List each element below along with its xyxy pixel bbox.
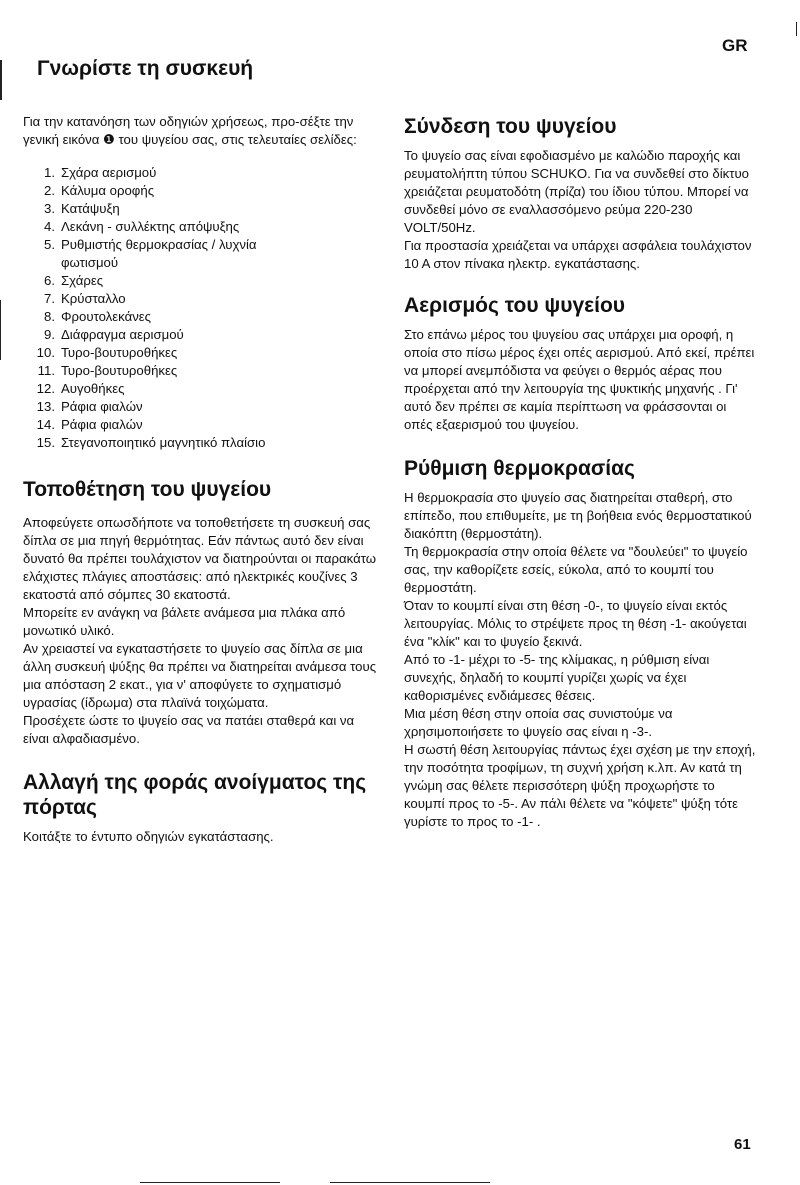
section-heading-temperature: Ρύθμιση θερμοκρασίας: [404, 457, 635, 480]
temperature-paragraph: Η σωστή θέση λειτουργίας πάντως έχει σχέση με την εποχή, την ποσότητα τροφίμων, τη συχνή χρήση κ.λπ. Αν κατά τη γνώμη σας θέλετε περισσότερη ψύξη προχωρήστε το κουμπί προς το -5-. Αν πάλι θέλετε να "κόψετε" ψύξη τότε γυρίστε το προς το -1- .: [404, 742, 756, 829]
list-item: 5. Ρυθμιστής θερμοκρασίας / λυχνία φωτισμού: [44, 237, 257, 270]
right-column: [404, 114, 756, 831]
language-label: GR: [722, 36, 748, 55]
list-item: 10. Τυρο-βουτυροθήκες: [36, 345, 178, 360]
list-item: 12. Αυγοθήκες: [36, 381, 125, 396]
intro-paragraph: Για την κατανόηση των οδηγιών χρήσεως, προ-σέξτε την γενική εικόνα ❶ του ψυγείου σας, στις τελευταίες σελίδες:: [23, 114, 357, 147]
placement-paragraph: Μπορείτε εν ανάγκη να βάλετε ανάμεσα μια πλάκα από μονωτικό υλικό.: [23, 605, 346, 638]
temperature-paragraph: Η θερμοκρασία στο ψυγείο σας διατηρείται σταθερή, στο επίπεδο, που επιθυμείτε, με τη βοήθεια ενός θερμοστατικού διακόπτη (θερμοστάτη).: [404, 490, 752, 541]
bottom-mark: [140, 1182, 280, 1183]
page-number: 61: [734, 1136, 751, 1153]
connection-paragraph: Το ψυγείο σας είναι εφοδιασμένο με καλώδιο παροχής και ρευματολήπτη τύπου SCHUKO. Για να συνδεθεί στο δίκτυο χρειάζεται ρευματοδότη (πρίζα) του ίδιου τύπου. Μπορεί να συνδεθεί μόνο σε εναλλασσόμενο ρεύμα 220-230 VOLT/50Hz.: [404, 148, 749, 235]
section-heading-ventilation: Αερισμός του ψυγείου: [404, 294, 626, 317]
list-item: 14. Ράφια φιαλών: [36, 417, 143, 432]
list-item: 3. Κατάψυξη: [44, 201, 120, 216]
left-column: [23, 56, 383, 846]
list-item: 1. Σχάρα αερισμού: [44, 165, 157, 180]
list-item: 15. Στεγανοποιητικό μαγνητικό πλαίσιο: [36, 435, 266, 450]
placement-paragraph: Αν χρειαστεί να εγκαταστήσετε το ψυγείο σας δίπλα σε μια άλλη συσκευή ψύξης θα πρέπει να διατηρείται ανάμεσα τους μια απόσταση 2 εκατ., για ν' αποφύγετε το σχηματισμό υγρασίας (ίδρωμα) στα πλαϊνά τοιχώματα.: [23, 641, 377, 710]
door-reversal-paragraph: Κοιτάξτε το έντυπο οδηγιών εγκατάστασης.: [23, 829, 274, 844]
edge-mark: [0, 60, 2, 100]
section-heading-connection: Σύνδεση του ψυγείου: [404, 115, 617, 138]
placement-paragraph: Προσέχετε ώστε το ψυγείο σας να πατάει σταθερά και να είναι αλφαδιασμένο.: [23, 713, 355, 746]
edge-mark: [796, 22, 797, 36]
section-heading-door-reversal: Αλλαγή της φοράς ανοίγματος της πόρτας: [23, 771, 367, 819]
connection-paragraph: Για προστασία χρειάζεται να υπάρχει ασφάλεια τουλάχιστον 10 Α στον πίνακα ηλεκτρ. εγκατάστασης.: [404, 238, 752, 271]
section-heading-know-appliance: Γνωρίστε τη συσκευή: [37, 57, 254, 80]
list-item: 9. Διάφραγμα αερισμού: [44, 327, 184, 342]
temperature-paragraph: Όταν το κουμπί είναι στη θέση -0-, το ψυγείο είναι εκτός λειτουργίας. Μόλις το στρέψετε προς τη θέση -1- ακούγεται ένα "κλίκ" και το ψυγείο ξεκινά.: [404, 598, 747, 649]
list-item: 4. Λεκάνη - συλλέκτης απόψυξης: [44, 219, 240, 234]
placement-paragraph: Αποφεύγετε οπωσδήποτε να τοποθετήσετε τη συσκευή σας δίπλα σε μια πηγή θερμότητας. Εάν πάντως αυτό δεν είναι δυνατό θα πρέπει τουλάχιστον να διατηρούνται οι παρακάτω ελάχιστες πλάγιες αποστάσεις: από ηλεκτρικές κουζίνες 3 εκατοστά από σόμπες 30 εκατοστά.: [23, 515, 377, 602]
list-item: 13. Ράφια φιαλών: [36, 399, 143, 414]
list-item: 8. Φρουτολεκάνες: [44, 309, 152, 324]
temperature-paragraph: Τη θερμοκρασία στην οποία θέλετε να "δουλεύει" το ψυγείο σας, την καθορίζετε εσείς, εύκολα, από το κουμπί του θερμοστάτη.: [404, 544, 748, 595]
parts-list: [23, 164, 383, 452]
list-item: 7. Κρύσταλλο: [44, 291, 126, 306]
list-item: 2. Κάλυμα οροφής: [44, 183, 155, 198]
temperature-paragraph: Μια μέση θέση στην οποία σας συνιστούμε να χρησιμοποιήσετε το ψυγείο σας είναι η -3-.: [404, 706, 673, 739]
edge-mark: [0, 300, 1, 360]
temperature-paragraph: Από το -1- μέχρι το -5- της κλίμακας, η ρύθμιση είναι συνεχής, δηλαδή το κουμπί γυρίζει χωρίς να έχει καθορισμένες ενδιάμεσες θέσεις.: [404, 652, 710, 703]
list-item: 11. Τυρο-βουτυροθήκες: [37, 363, 178, 378]
bottom-mark: [330, 1182, 490, 1183]
list-item: 6. Σχάρες: [44, 273, 104, 288]
section-heading-placement: Τοποθέτηση του ψυγείου: [23, 478, 272, 501]
ventilation-paragraph: Στο επάνω μέρος του ψυγείου σας υπάρχει μια οροφή, η οποία στο πίσω μέρος έχει οπές αερισμού. Από εκεί, πρέπει να μπορεί ανεμπόδιστα να φεύγει ο θερμός αέρας που προέρχεται από την λειτουργία της ψυκτικής μηχανής . Γι' αυτό δεν πρέπει σε καμία περίπτωση να φράσσονται οι οπές εξαερισμού του ψυγείου.: [404, 327, 755, 432]
